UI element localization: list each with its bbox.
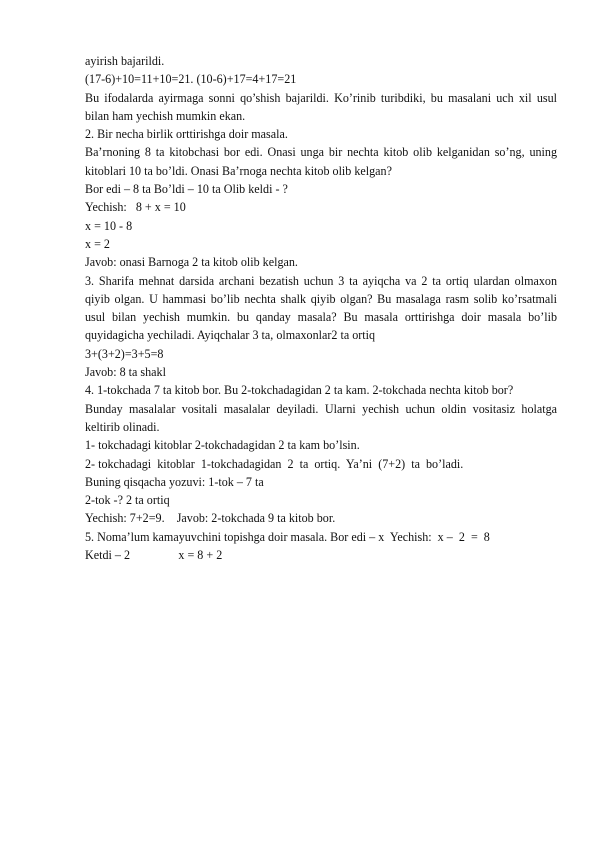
paragraph: 2- tokchadagi kitoblar 1-tokchadagidan 2 ta ortiq. Ya’ni (7+2) ta bo’ladi.	[85, 456, 464, 471]
paragraph: x = 10 - 8	[85, 218, 133, 233]
paragraph: x = 2	[85, 236, 110, 251]
paragraph: Buning qisqacha yozuvi: 1-tok – 7 ta	[85, 474, 264, 489]
paragraph: 2-tok -? 2 ta ortiq	[85, 493, 170, 508]
paragraph: Yechish: 7+2=9. Javob: 2-tokchada 9 ta kitob bor.	[85, 511, 336, 526]
paragraph: 1- tokchadagi kitoblar 2-tokchadagidan 2 ta kam bo’lsin.	[85, 438, 360, 453]
paragraph: Ketdi – 2 x = 8 + 2	[85, 548, 223, 563]
paragraph: 2. Bir necha birlik orttirishga doir masala.	[85, 127, 288, 142]
paragraph: Yechish: 8 + x = 10	[85, 200, 186, 215]
paragraph: Ba’rnoning 8 ta kitobchasi bor edi. Onasi unga bir nechta kitob olib kelganidan so’ng, uning kitoblari 10 ta bo’ldi. Onasi Ba’rnoga nechta kitob olib kelgan?	[85, 145, 557, 178]
paragraph: 3. Sharifa mehnat darsida archani bezatish uchun 3 ta ayiqcha va 2 ta ortiq ulardan olmaxon qiyib olgan. U hammasi bo’lib nechta shalk qiyib olgan? Bu masalaga rasm solib ko’rsatmali usul bilan yechish mumkin. bu qanday masala? Bu masala orttirishga doir masala bo’lib quyidagicha yechiladi. Ayiqchalar 3 ta, olmaxonlar2 ta ortiq	[85, 273, 557, 343]
paragraph: Bunday masalalar vositali masalalar deyiladi. Ularni yechish uchun oldin vositasiz holatga keltirib olinadi.	[85, 401, 557, 434]
paragraph: Bor edi – 8 ta Bo’ldi – 10 ta Olib keldi - ?	[85, 182, 288, 197]
paragraph: 5. Noma’lum kamayuvchini topishga doir masala. Bor edi – x Yechish: x – 2 = 8	[85, 529, 490, 544]
document-body	[85, 52, 557, 564]
paragraph: 4. 1-tokchada 7 ta kitob bor. Bu 2-tokchadagidan 2 ta kam. 2-tokchada nechta kitob bor?	[85, 383, 514, 398]
paragraph: Javob: onasi Barnoga 2 ta kitob olib kelgan.	[85, 255, 298, 270]
paragraph: Javob: 8 ta shakl	[85, 365, 166, 380]
paragraph: Bu ifodalarda ayirmaga sonni qo’shish bajarildi. Ko’rinib turibdiki, bu masalani uch xil usul bilan ham yechish mumkin ekan.	[85, 90, 557, 123]
paragraph: ayirish bajarildi.	[85, 54, 165, 68]
paragraph: 3+(3+2)=3+5=8	[85, 346, 164, 361]
paragraph: (17-6)+10=11+10=21. (10-6)+17=4+17=21	[85, 72, 297, 87]
